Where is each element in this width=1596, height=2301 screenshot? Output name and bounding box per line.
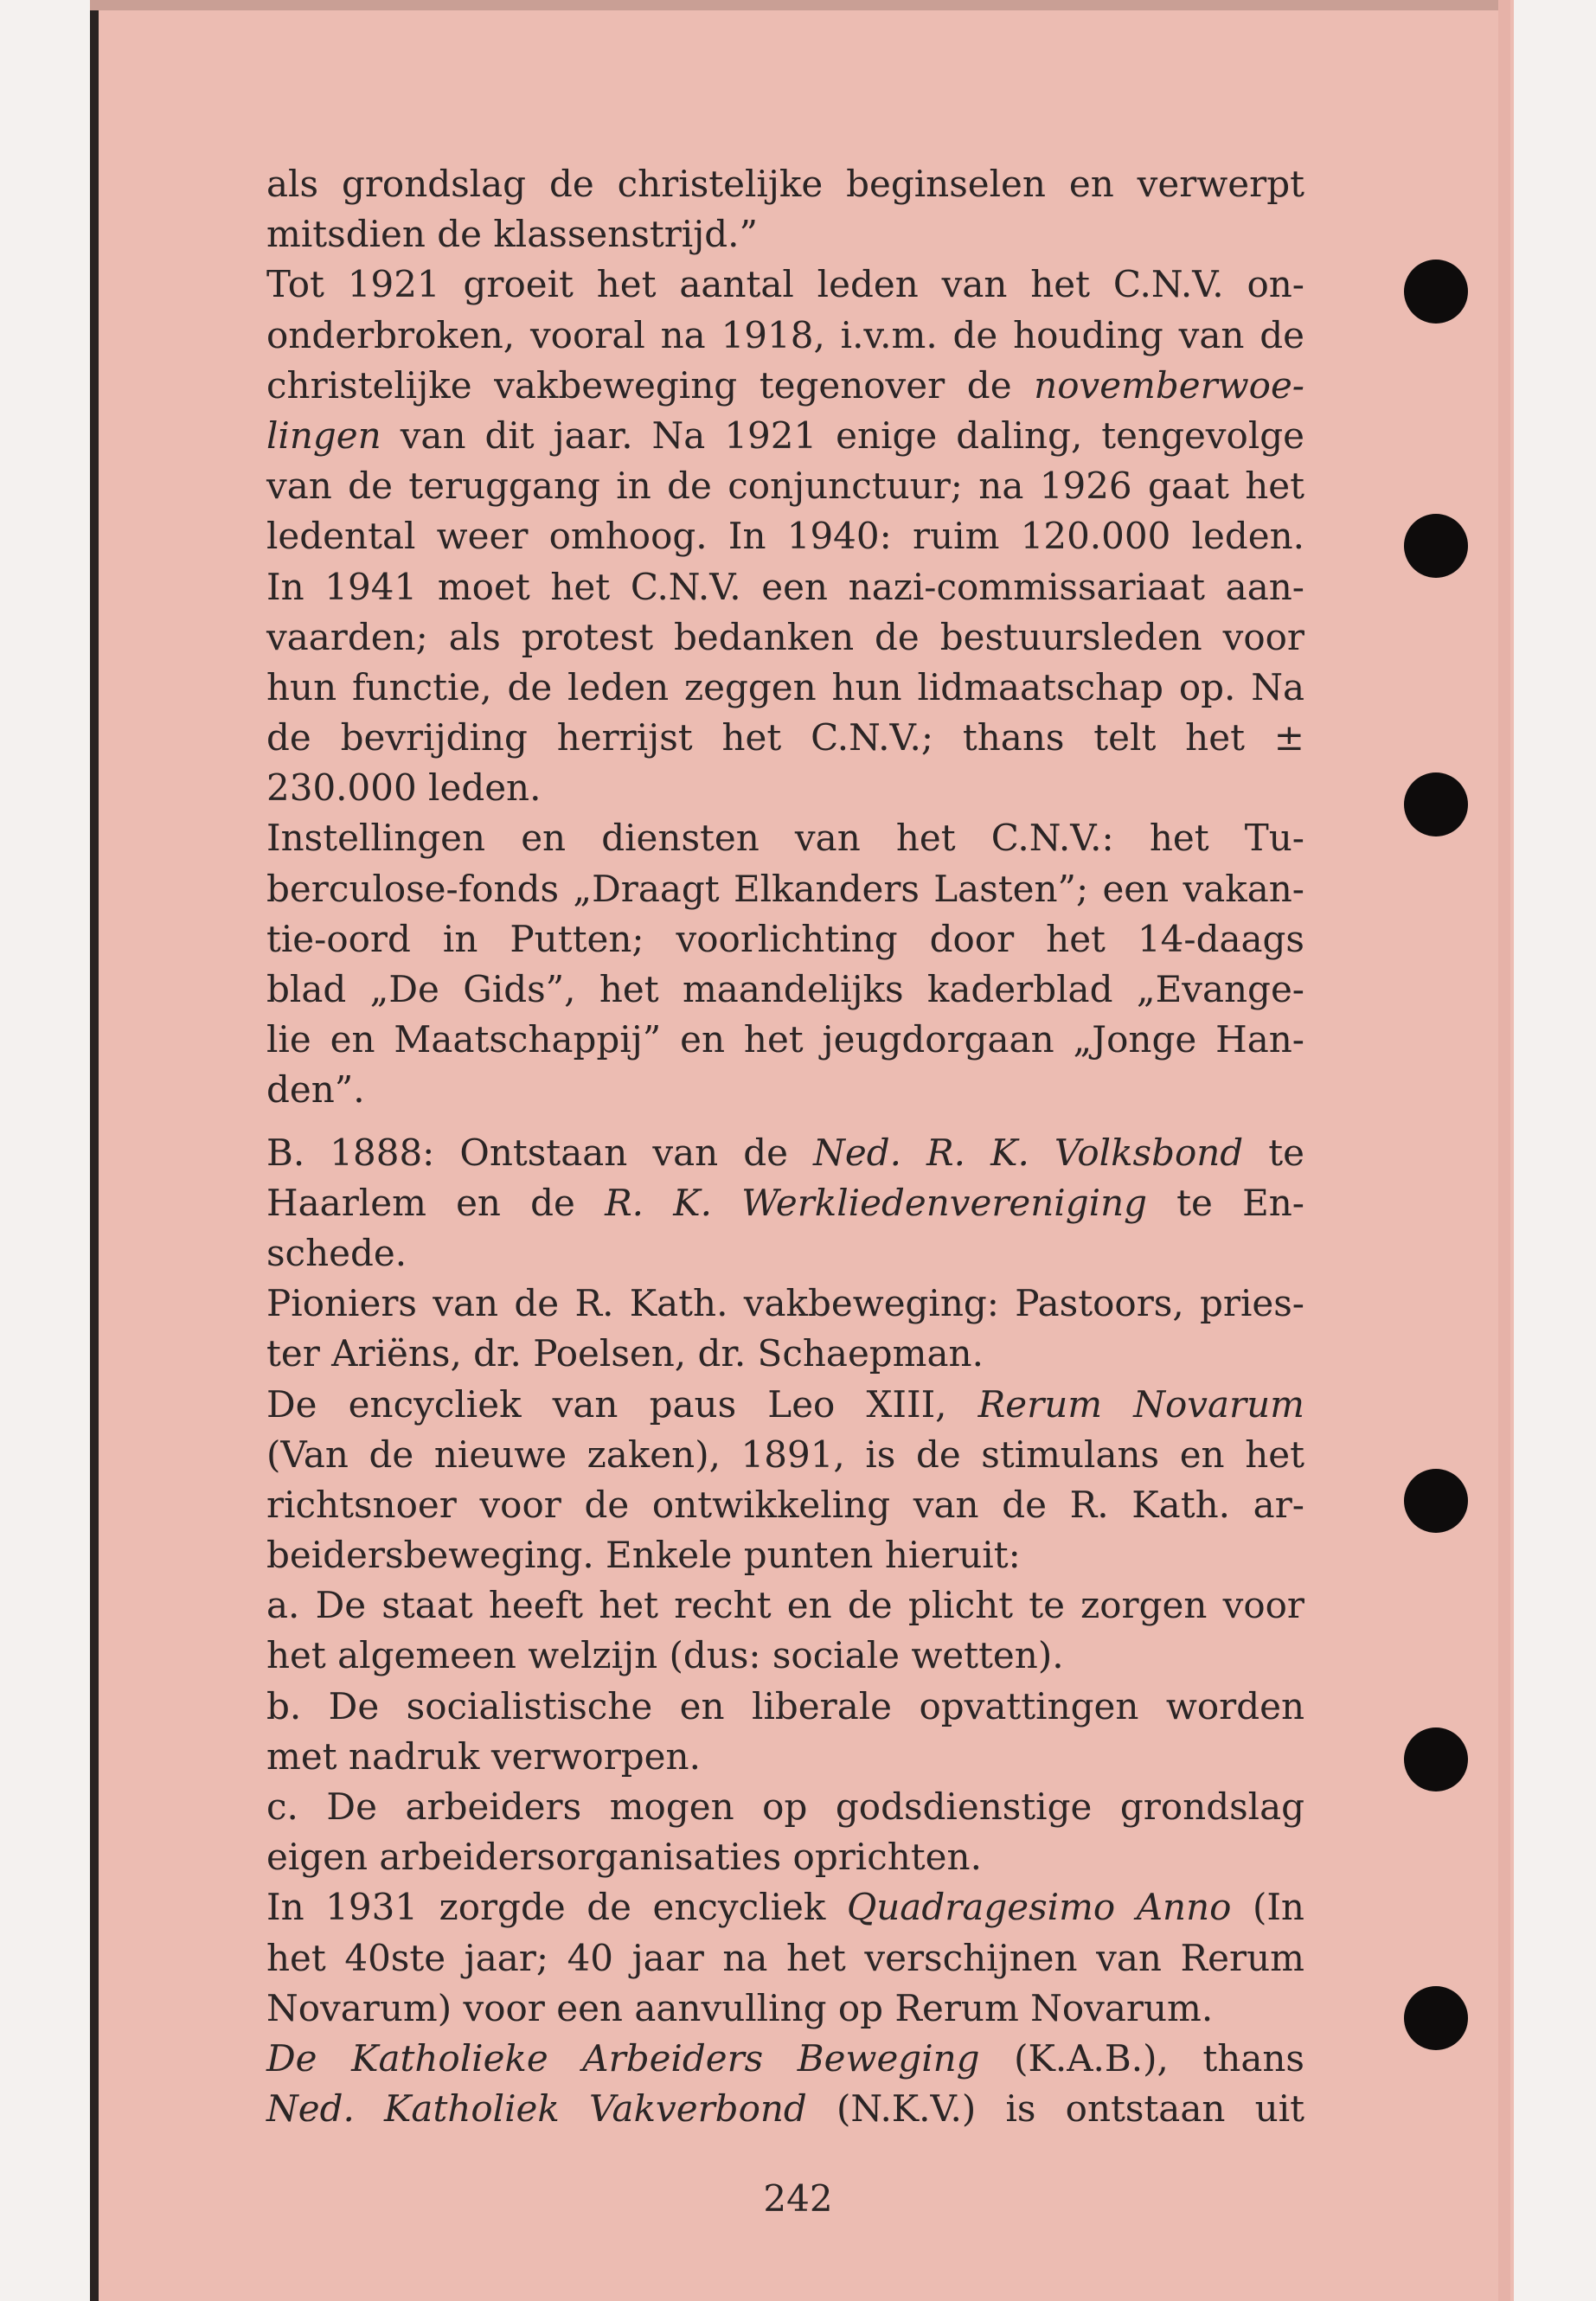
text-span: Haarlem en de	[266, 1181, 606, 1224]
text-line	[266, 1732, 1304, 1782]
text-line	[266, 1430, 1304, 1480]
italic-span: De Katholieke Arbeiders Beweging	[266, 2036, 980, 2080]
text-span: de bevrijding herrijst het C.N.V.; thans telt het ±	[266, 716, 1304, 760]
text-line	[266, 1882, 1304, 1932]
text-span: c. De arbeiders mogen op godsdienstige grondslag	[266, 1785, 1304, 1828]
text-line	[266, 1631, 1304, 1681]
text-span: beidersbeweging. Enkele punten hieruit:	[266, 1534, 1021, 1577]
text-line	[266, 260, 1304, 310]
text-line	[266, 864, 1304, 914]
text-span: Tot 1921 groeit het aantal leden van het C.N.V. on-	[266, 263, 1304, 306]
text-span: (K.A.B.), thans	[979, 2036, 1304, 2080]
binder-hole	[1404, 1469, 1468, 1533]
text-line	[266, 763, 1304, 813]
italic-span: R. K. Werkliedenvereniging	[605, 1181, 1147, 1224]
text-line	[266, 813, 1304, 863]
text-line	[266, 562, 1304, 612]
text-line	[266, 159, 1304, 209]
text-line	[266, 209, 1304, 260]
text-line	[266, 1580, 1304, 1631]
text-line	[266, 914, 1304, 965]
page-right-edge	[1498, 0, 1510, 2301]
text-line	[266, 713, 1304, 763]
text-span: vaarden; als protest bedanken de bestuursleden voor	[266, 615, 1304, 658]
text-span: het 40ste jaar; 40 jaar na het verschijnen van Rerum	[266, 1936, 1304, 1979]
text-line	[266, 1065, 1304, 1115]
text-span: het algemeen welzijn (dus: sociale wetten).	[266, 1634, 1064, 1677]
text-span: blad „De Gids”, het maandelijks kaderblad „Evange-	[266, 968, 1304, 1010]
text-span: eigen arbeidersorganisaties oprichten.	[266, 1836, 982, 1879]
italic-span: Rerum Novarum	[977, 1382, 1304, 1426]
text-line	[266, 361, 1304, 411]
text-span: ter Ariëns, dr. Poelsen, dr. Schaepman.	[266, 1332, 984, 1375]
text-line	[266, 1380, 1304, 1430]
text-span: van dit jaar. Na 1921 enige daling, tengevolge	[381, 413, 1304, 457]
italic-span: lingen	[266, 413, 381, 457]
text-span: De encycliek van paus Leo XIII,	[266, 1382, 978, 1426]
text-line	[266, 1178, 1304, 1228]
text-span: met nadruk verworpen.	[266, 1734, 701, 1778]
text-span: b. De socialistische en liberale opvattingen worden	[266, 1684, 1304, 1727]
binder-hole	[1404, 514, 1468, 578]
binder-hole	[1404, 1986, 1468, 2050]
text-line	[266, 1279, 1304, 1329]
text-line	[266, 1480, 1304, 1530]
text-span: (Van de nieuwe zaken), 1891, is de stimulans en het	[266, 1433, 1304, 1476]
text-line	[266, 965, 1304, 1015]
text-line	[266, 1015, 1304, 1065]
page-top-edge	[90, 0, 1509, 10]
text-span: B. 1888: Ontstaan van de	[266, 1131, 814, 1174]
text-line	[266, 511, 1304, 561]
text-span: te	[1243, 1131, 1304, 1174]
text-line	[266, 2034, 1304, 2084]
text-line	[266, 411, 1304, 461]
text-line	[266, 1682, 1304, 1732]
text-span: den”.	[266, 1068, 365, 1112]
text-line	[266, 1228, 1304, 1279]
text-span: onderbroken, vooral na 1918, i.v.m. de houding van de	[266, 313, 1304, 356]
text-line	[266, 1128, 1304, 1178]
text-line	[266, 1832, 1304, 1882]
binder-hole	[1404, 1727, 1468, 1791]
text-line	[266, 1984, 1304, 2034]
text-span: (N.K.V.) is ontstaan uit	[806, 2087, 1305, 2131]
text-line	[266, 663, 1304, 713]
page-number: 242	[763, 2177, 833, 2220]
text-span: als grondslag de christelijke beginselen en verwerpt	[266, 163, 1304, 205]
text-span: 230.000 leden.	[266, 766, 542, 810]
text-span: richtsnoer voor de ontwikkeling van de R. Kath. ar-	[266, 1483, 1304, 1526]
text-line	[266, 612, 1304, 663]
text-line	[266, 311, 1304, 361]
italic-span: Ned. Katholiek Vakverbond	[266, 2087, 807, 2131]
italic-span: Quadragesimo Anno	[846, 1886, 1232, 1929]
italic-span: novemberwoe-	[1034, 363, 1304, 407]
text-span: tie-oord in Putten; voorlichting door het 14-daags	[266, 917, 1304, 960]
text-span: schede.	[266, 1231, 407, 1274]
body-text	[266, 159, 1304, 2134]
text-span: Instellingen en diensten van het C.N.V.: het Tu-	[266, 817, 1304, 860]
text-span: ledental weer omhoog. In 1940: ruim 120.000 leden.	[266, 515, 1304, 558]
text-span: (In	[1231, 1886, 1304, 1929]
text-span: In 1931 zorgde de encycliek	[266, 1886, 847, 1929]
text-span: mitsdien de klassenstrijd.”	[266, 213, 758, 256]
text-line	[266, 1782, 1304, 1832]
text-span: berculose-fonds „Draagt Elkanders Lasten”; een vakan-	[266, 867, 1304, 910]
binder-hole	[1404, 260, 1468, 324]
text-line	[266, 1329, 1304, 1379]
text-span: a. De staat heeft het recht en de plicht te zorgen voor	[266, 1584, 1304, 1627]
text-span: van de teruggang in de conjunctuur; na 1926 gaat het	[266, 465, 1304, 508]
text-span: Pioniers van de R. Kath. vakbeweging: Pastoors, pries-	[266, 1282, 1304, 1325]
text-span: lie en Maatschappij” en het jeugdorgaan „Jonge Han-	[266, 1018, 1304, 1061]
text-span: hun functie, de leden zeggen hun lidmaatschap op. Na	[266, 665, 1304, 708]
text-line	[266, 2084, 1304, 2134]
binder-hole	[1404, 772, 1468, 836]
text-line	[266, 1530, 1304, 1580]
text-span: christelijke vakbeweging tegenover de	[266, 363, 1035, 407]
text-line	[266, 1933, 1304, 1984]
italic-span: Ned. R. K. Volksbond	[813, 1131, 1244, 1174]
text-span: te En-	[1147, 1181, 1304, 1224]
text-span: Novarum) voor een aanvulling op Rerum Novarum.	[266, 1986, 1214, 2029]
text-span: In 1941 moet het C.N.V. een nazi-commissariaat aan-	[266, 565, 1304, 608]
text-line	[266, 461, 1304, 511]
